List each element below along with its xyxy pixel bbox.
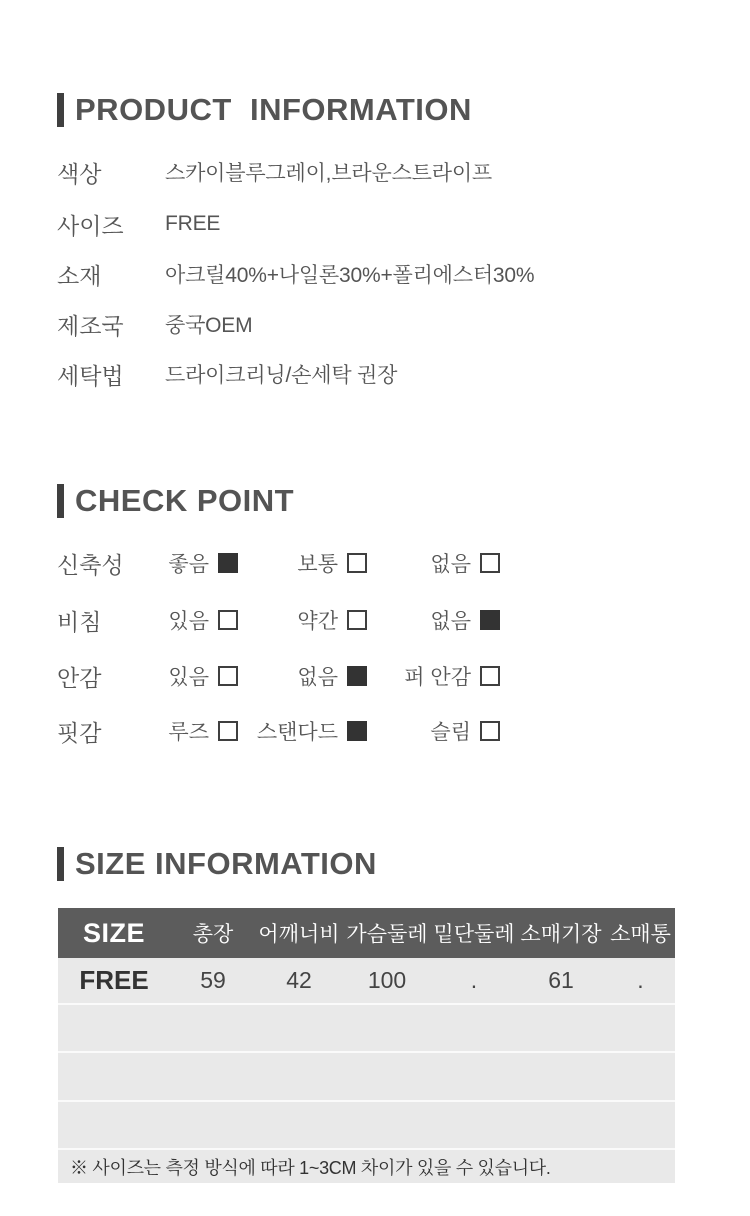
- table-header-cell: 가슴둘레: [346, 923, 428, 946]
- check-option-label: 루즈: [168, 721, 209, 744]
- check-option: [165, 605, 238, 635]
- check-option-label: 있음: [168, 610, 209, 633]
- checkbox-icon: [218, 721, 238, 741]
- info-row-care: [57, 349, 697, 399]
- info-value: 아크릴40%+나일론30%+폴리에스터30%: [165, 264, 535, 287]
- info-label: 색상: [57, 160, 102, 187]
- checkbox-icon: [218, 553, 238, 573]
- table-cell: 61: [548, 967, 574, 993]
- check-option: [165, 548, 238, 578]
- check-option-label: 좋음: [168, 553, 209, 576]
- check-row-lining: [57, 651, 697, 701]
- checkbox-icon: [347, 666, 367, 686]
- check-option: [367, 716, 500, 746]
- info-label: 소재: [57, 262, 102, 289]
- size-table: [58, 908, 675, 1183]
- check-row-sheerness: [57, 595, 697, 645]
- checkbox-icon: [480, 553, 500, 573]
- size-table-empty-row: [58, 1102, 675, 1150]
- info-row-material: [57, 249, 697, 299]
- title-accent-bar: [57, 93, 64, 127]
- check-option-label: 보통: [297, 553, 338, 576]
- check-option-label: 없음: [297, 666, 338, 689]
- check-row-label: 핏감: [57, 719, 102, 746]
- title-accent-bar: [57, 484, 64, 518]
- info-value: 드라이크리닝/손세탁 권장: [165, 364, 398, 387]
- table-header-cell: SIZE: [82, 917, 145, 948]
- check-option-label: 없음: [430, 553, 471, 576]
- table-cell: FREE: [79, 965, 149, 995]
- checkbox-icon: [347, 553, 367, 573]
- info-label: 제조국: [57, 312, 124, 339]
- table-cell: 59: [200, 967, 226, 993]
- info-label: 세탁법: [57, 362, 124, 389]
- check-option: [367, 605, 500, 635]
- check-option: [238, 548, 367, 578]
- table-cell: .: [637, 967, 644, 993]
- check-option-label: 있음: [168, 666, 209, 689]
- table-header-cell: 소매기장: [520, 923, 602, 946]
- table-header-cell: 어깨너비: [258, 923, 340, 946]
- checkbox-icon: [218, 610, 238, 630]
- checkbox-icon: [347, 721, 367, 741]
- check-option-label: 없음: [430, 610, 471, 633]
- check-option: [367, 661, 500, 691]
- check-options: [165, 661, 500, 691]
- info-row-size: [57, 199, 697, 249]
- product-information-section-title: [57, 93, 472, 127]
- title-accent-bar: [57, 847, 64, 881]
- table-cell: 100: [367, 967, 407, 993]
- size-note-text: ※ 사이즈는 측정 방식에 따라 1~3CM 차이가 있을 수 있습니다.: [70, 1157, 551, 1178]
- info-value: FREE: [165, 212, 221, 235]
- table-header-cell: 총장: [192, 923, 234, 946]
- info-row-origin: [57, 299, 697, 349]
- check-option: [238, 661, 367, 691]
- size-table-data-row: [58, 958, 675, 1005]
- check-option-label: 약간: [297, 610, 338, 633]
- check-row-label: 안감: [57, 664, 102, 691]
- info-value: 스카이블루그레이,브라운스트라이프: [165, 162, 493, 185]
- check-options: [165, 605, 500, 635]
- checkbox-icon: [218, 666, 238, 686]
- table-cell: .: [470, 967, 478, 993]
- info-label: 사이즈: [57, 212, 124, 239]
- check-options: [165, 716, 500, 746]
- checkbox-icon: [347, 610, 367, 630]
- table-header-cell: 소매통: [610, 923, 671, 946]
- check-row-fit: [57, 706, 697, 756]
- info-value: 중국OEM: [165, 314, 253, 337]
- size-table-empty-row: [58, 1005, 675, 1053]
- check-option-label: 퍼 안감: [404, 666, 471, 689]
- check-option: [165, 716, 238, 746]
- checkbox-icon: [480, 721, 500, 741]
- checkbox-icon: [480, 610, 500, 630]
- section-title-text: PRODUCT INFORMATION: [75, 92, 472, 127]
- check-row-label: 신축성: [57, 551, 124, 578]
- table-cell: 42: [286, 967, 312, 993]
- check-option-label: 스탠다드: [256, 721, 338, 744]
- info-row-color: [57, 147, 697, 197]
- check-option-label: 슬림: [430, 721, 471, 744]
- section-title-text: SIZE INFORMATION: [75, 846, 377, 881]
- section-title-text: CHECK POINT: [75, 483, 295, 518]
- check-options: [165, 548, 500, 578]
- check-point-section-title: [57, 484, 294, 518]
- check-option: [238, 716, 367, 746]
- size-information-section-title: [57, 847, 377, 881]
- size-table-note-row: [58, 1150, 675, 1183]
- size-table-header-row: [58, 908, 675, 958]
- check-row-label: 비침: [57, 608, 102, 635]
- check-option: [238, 605, 367, 635]
- checkbox-icon: [480, 666, 500, 686]
- check-row-elasticity: [57, 538, 697, 588]
- check-option: [367, 548, 500, 578]
- check-option: [165, 661, 238, 691]
- size-table-empty-row: [58, 1053, 675, 1102]
- table-header-cell: 밑단둘레: [433, 923, 515, 946]
